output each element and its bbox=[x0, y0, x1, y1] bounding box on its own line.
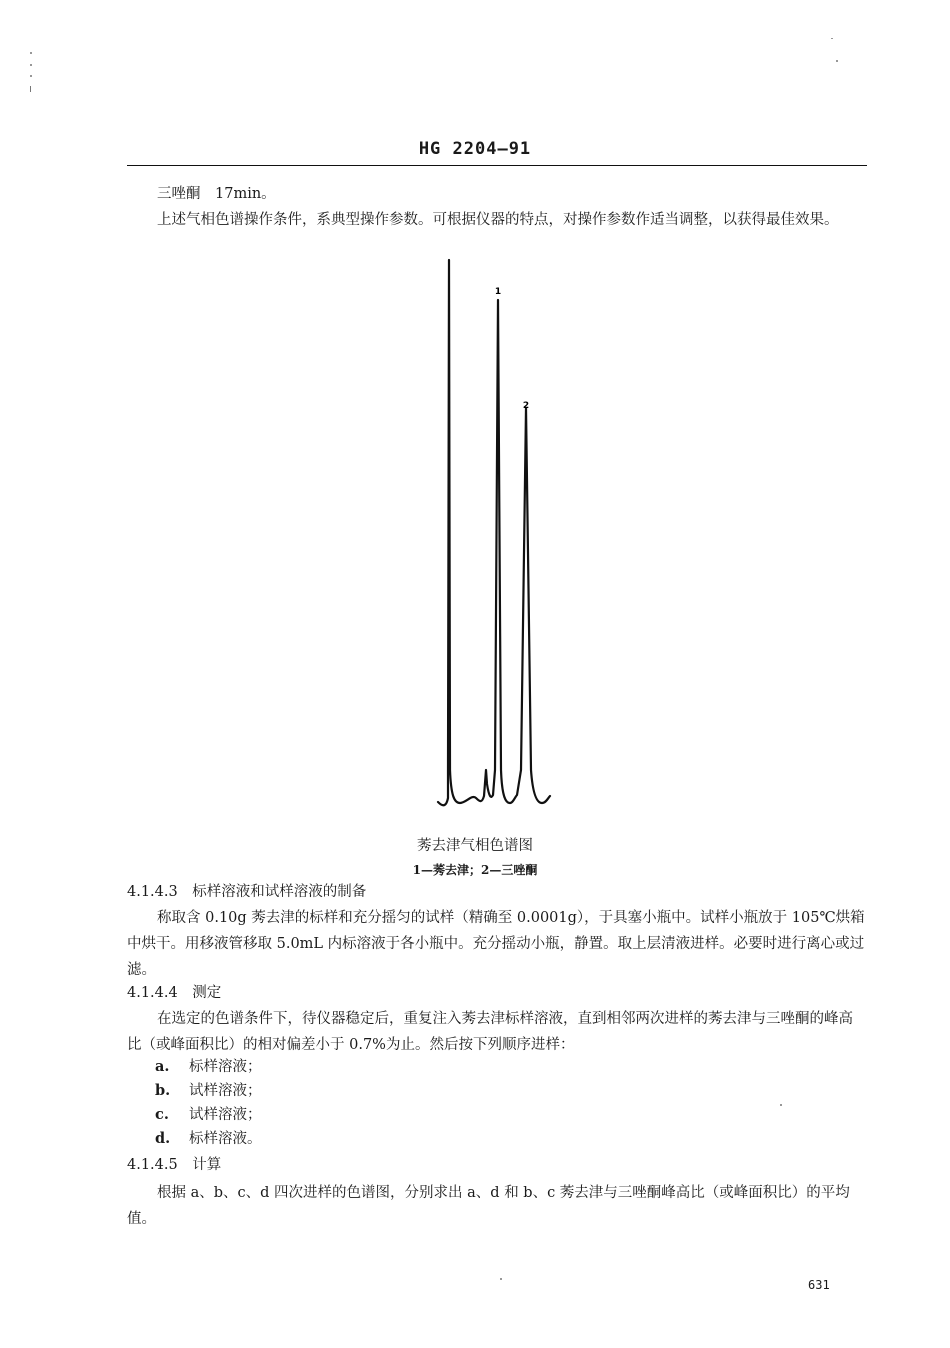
list-item-text: 试样溶液； bbox=[189, 1083, 262, 1099]
list-item bbox=[155, 1079, 262, 1100]
figure-legend: 1—莠去津；2—三唑酮 bbox=[412, 863, 538, 877]
section-4-1-4-3-body: 称取含 0.10g 莠去津的标样和充分摇匀的试样（精确至 0.0001g），于具塞小瓶中。试样小瓶放于 105℃烘箱中烘干。用移液管移取 5.0mL 内标溶液于各小瓶中。充分摇动小瓶，静置。取上层清液进样。必要时进行离心或过滤。 bbox=[127, 910, 865, 978]
scan-speck bbox=[780, 1104, 782, 1106]
section-4-1-4-5-body: 根据 a、b、c、d 四次进样的色谱图，分别求出 a、d 和 b、c 莠去津与三唑酮峰高比（或峰面积比）的平均值。 bbox=[127, 1185, 850, 1227]
section-4-1-4-4-body: 在选定的色谱条件下，待仪器稳定后，重复注入莠去津标样溶液，直到相邻两次进样的莠去津与三唑酮的峰高比（或峰面积比）的相对偏差小于 0.7%为止。然后按下列顺序进样： bbox=[127, 1011, 853, 1053]
scan-speck bbox=[831, 38, 833, 39]
list-item-text: 标样溶液； bbox=[189, 1059, 262, 1075]
list-item bbox=[155, 1055, 262, 1076]
list-item-label: a. bbox=[155, 1058, 170, 1075]
list-item-label: c. bbox=[155, 1106, 169, 1123]
intro-paragraph: 上述气相色谱操作条件，系典型操作参数。可根据仪器的特点，对操作参数作适当调整，以获得最佳效果。 bbox=[157, 212, 839, 228]
intro-line-1: 三唑酮 17min。 bbox=[157, 186, 276, 202]
list-item-text: 标样溶液。 bbox=[189, 1131, 262, 1147]
chromatogram-trace bbox=[438, 260, 550, 805]
list-item bbox=[155, 1103, 262, 1124]
header-rule bbox=[127, 165, 867, 166]
page-number: 631 bbox=[808, 1278, 830, 1292]
scan-speck bbox=[30, 75, 32, 77]
peak-2-label: 2 bbox=[522, 401, 530, 411]
figure-caption: 莠去津气相色谱图 bbox=[417, 838, 533, 854]
peak-1-label: 1 bbox=[494, 287, 502, 297]
scan-speck bbox=[30, 64, 32, 66]
scan-speck bbox=[500, 1278, 502, 1280]
scan-speck bbox=[836, 60, 838, 62]
list-item-label: b. bbox=[155, 1082, 171, 1099]
section-4-1-4-5-heading: 4.1.4.5 计算 bbox=[127, 1157, 222, 1173]
chromatogram-figure bbox=[420, 250, 580, 820]
list-item-text: 试样溶液； bbox=[189, 1107, 262, 1123]
standard-code-header: HG 2204—91 bbox=[418, 139, 532, 159]
list-item bbox=[155, 1127, 262, 1148]
scan-speck bbox=[30, 52, 32, 54]
list-item-label: d. bbox=[155, 1130, 171, 1147]
scan-speck bbox=[30, 86, 31, 92]
section-4-1-4-4-heading: 4.1.4.4 测定 bbox=[127, 985, 222, 1001]
section-4-1-4-3-heading: 4.1.4.3 标样溶液和试样溶液的制备 bbox=[127, 884, 367, 900]
